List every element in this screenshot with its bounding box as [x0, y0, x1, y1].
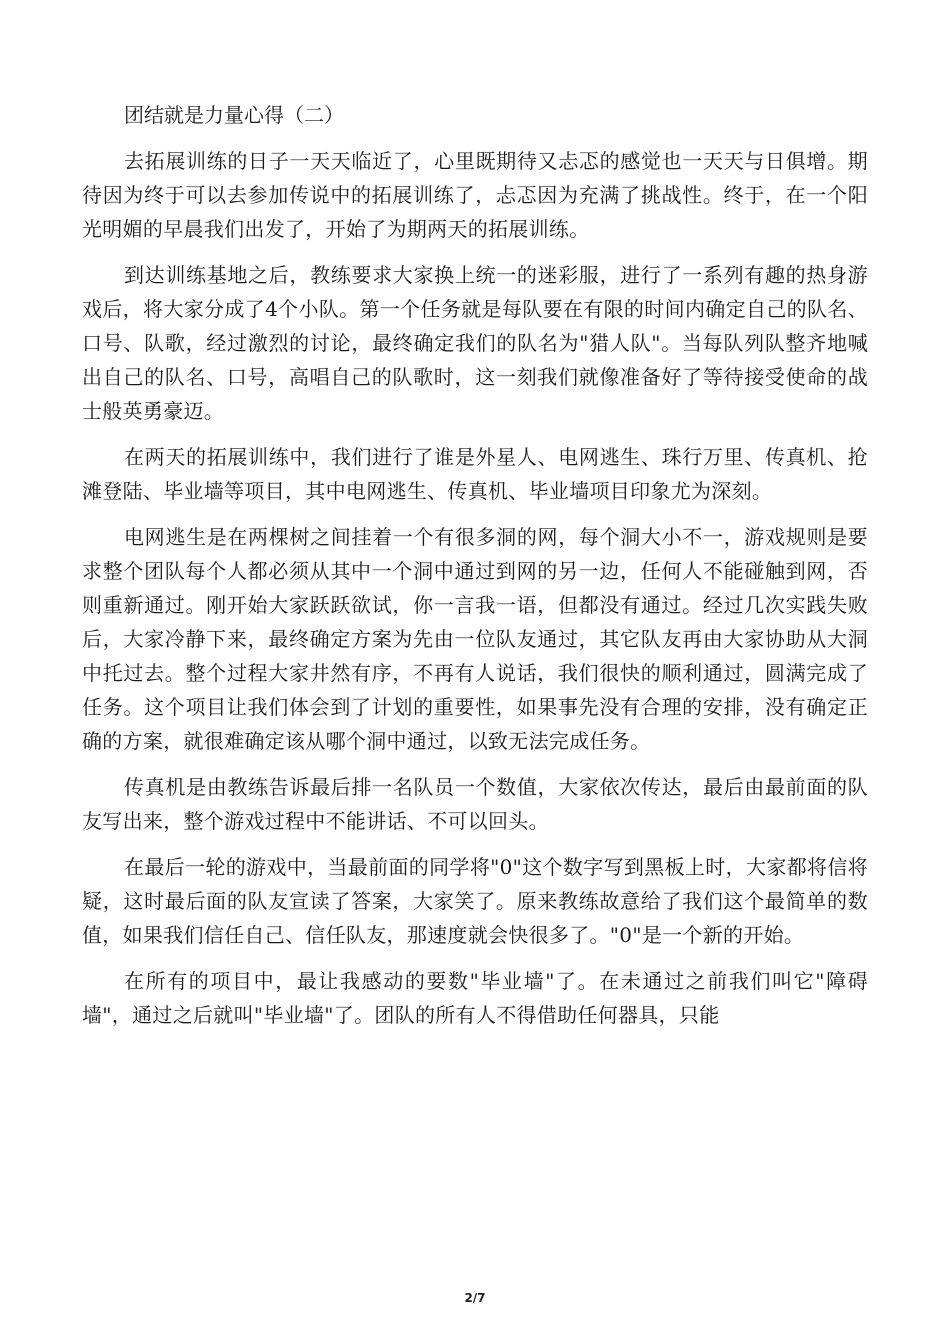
paragraph-7: 在所有的项目中，最让我感动的要数"毕业墙"了。在未通过之前我们叫它"障碍墙"，通过之后就叫"毕业墙"了。团队的所有人不得借助任何器具，只能: [82, 969, 868, 1027]
page-number: 2/7: [464, 1291, 486, 1305]
paragraph-2: 到达训练基地之后，教练要求大家换上统一的迷彩服，进行了一系列有趣的热身游戏后，将大家分成了4个小队。第一个任务就是每队要在有限的时间内确定自己的队名、口号、队歌，经过激烈的讨论，最终确定我们的队名为"猎人队"。当每队列队整齐地喊出自己的队名、口号，高唱自己的队歌时，这一刻我们就像准备好了等待接受使命的战士般英勇豪迈。: [82, 263, 868, 423]
paragraph-5: 传真机是由教练告诉最后排一名队员一个数值，大家依次传达，最后由最前面的队友写出来，整个游戏过程中不能讲话、不可以回头。: [82, 775, 868, 833]
document-body: [82, 98, 868, 1044]
document-title: 团结就是力量心得（二）: [124, 103, 344, 127]
paragraph-6: 在最后一轮的游戏中，当最前面的同学将"0"这个数字写到黑板上时，大家都将信将疑，这时最后面的队友宣读了答案，大家笑了。原来教练故意给了我们这个最简单的数值，如果我们信任自己、信任队友，那速度就会快很多了。"0"是一个新的开始。: [82, 855, 868, 947]
paragraph-4: 电网逃生是在两棵树之间挂着一个有很多洞的网，每个洞大小不一，游戏规则是要求整个团队每个人都必须从其中一个洞中通过到网的另一边，任何人不能碰触到网，否则重新通过。刚开始大家跃跃欲试，你一言我一语，但都没有通过。经过几次实践失败后，大家冷静下来，最终确定方案为先由一位队友通过，其它队友再由大家协助从大洞中托过去。整个过程大家井然有序，不再有人说话，我们很快的顺利通过，圆满完成了任务。这个项目让我们体会到了计划的重要性，如果事先没有合理的安排，没有确定正确的方案，就很难确定该从哪个洞中通过，以致无法完成任务。: [82, 525, 868, 753]
paragraph-1: 去拓展训练的日子一天天临近了，心里既期待又忐忑的感觉也一天天与日俱增。期待因为终于可以去参加传说中的拓展训练了，忐忑因为充满了挑战性。终于，在一个阳光明媚的早晨我们出发了，开始了为期两天的拓展训练。: [82, 149, 868, 241]
paragraph-3: 在两天的拓展训练中，我们进行了谁是外星人、电网逃生、珠行万里、传真机、抢滩登陆、毕业墙等项目，其中电网逃生、传真机、毕业墙项目印象尤为深刻。: [82, 445, 868, 503]
